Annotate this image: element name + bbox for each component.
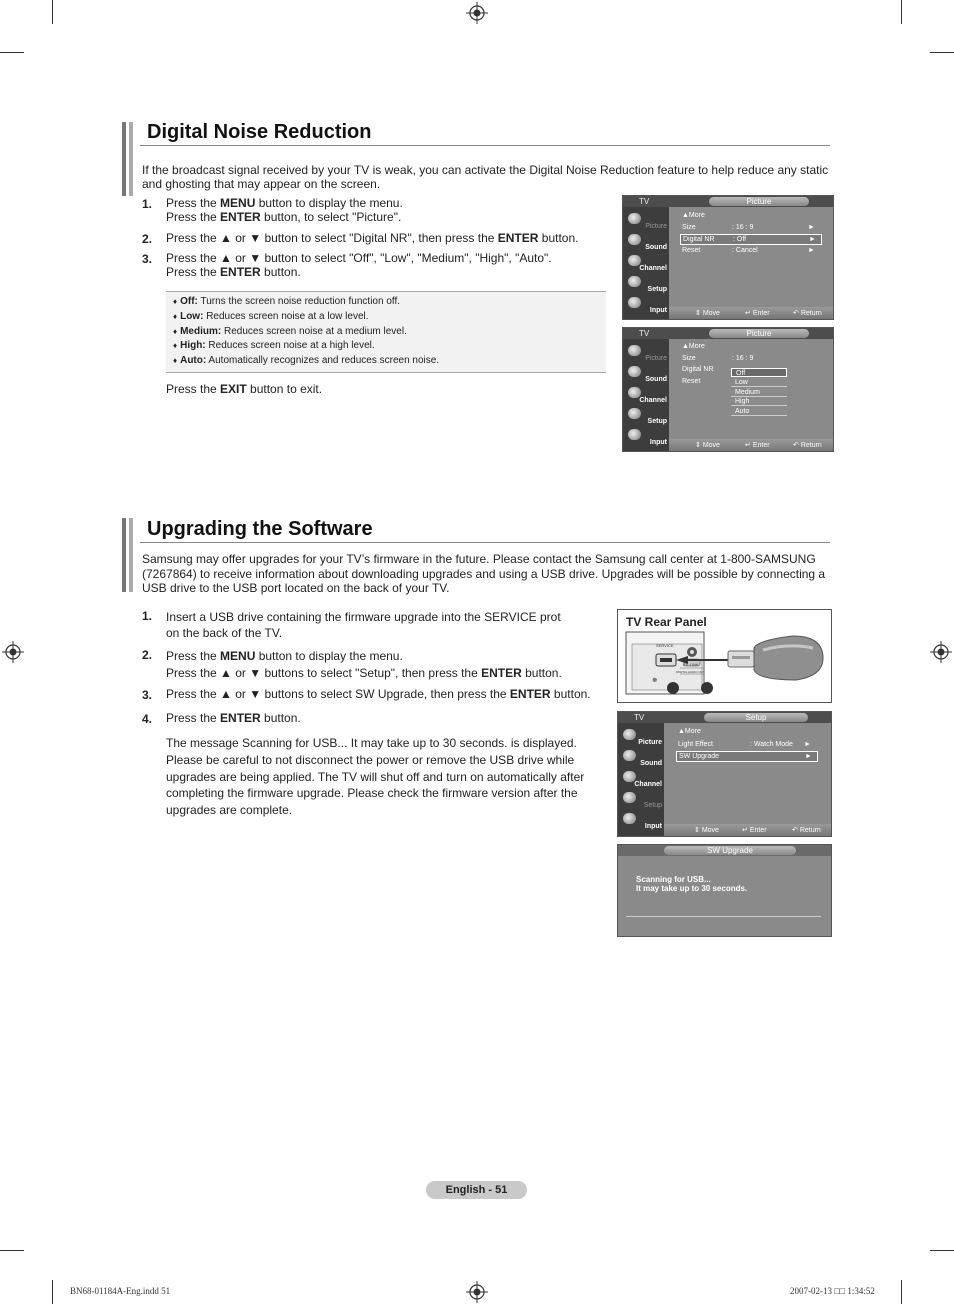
picture-icon	[623, 729, 636, 740]
menu-title: Picture	[709, 197, 809, 206]
step-number: 2.	[142, 648, 153, 662]
step-number: 2.	[142, 232, 153, 246]
sidebar-item-sound[interactable]: Sound	[625, 364, 669, 384]
note-item: ♦ Auto: Automatically recognizes and reduces screen noise.	[173, 355, 440, 366]
step-number: 3.	[142, 688, 153, 702]
move-hint: ⇕ Move	[695, 310, 720, 317]
sidebar-item-channel[interactable]: Channel	[620, 769, 664, 789]
setup-icon	[623, 792, 636, 803]
section-bar	[129, 518, 133, 592]
digital-audio-port-label: DIGITAL AUDIO OUT	[676, 670, 705, 674]
menu-row-size[interactable]: Size : 16 : 9	[682, 355, 754, 362]
rear-panel-title: TV Rear Panel	[626, 615, 707, 629]
section-intro: If the broadcast signal received by your TV is weak, you can activate the Digital Noise Reduction feature to help reduce any static and ghosting that may appear on the screen.	[142, 163, 829, 191]
crop-mark	[901, 1280, 902, 1304]
sidebar-item-input[interactable]: Input	[625, 427, 669, 447]
crop-mark	[0, 1250, 24, 1251]
svg-text:☸: ☸	[652, 677, 658, 684]
option-off[interactable]: Off	[731, 368, 787, 377]
step-text: Press the ENTER button.	[166, 711, 301, 725]
section-rule	[140, 542, 830, 543]
sidebar-item-setup[interactable]: Setup	[625, 274, 669, 294]
menu-row-sw-upgrade[interactable]: SW Upgrade ►	[676, 751, 818, 762]
sidebar-item-input[interactable]: Input	[620, 811, 664, 831]
tv-menu-body	[669, 339, 833, 451]
step-number: 1.	[142, 197, 153, 211]
note-item: ♦ Medium: Reduces screen noise at a medium level.	[173, 326, 407, 337]
tv-menu-footer	[669, 439, 833, 451]
picture-icon	[628, 345, 641, 356]
setup-icon	[628, 408, 641, 419]
tv-menu-header	[618, 712, 831, 723]
file-name: BN68-01184A-Eng.indd 51	[70, 1286, 171, 1296]
tv-menu-body	[664, 723, 831, 836]
tv-menu-picture-options	[622, 327, 834, 452]
scanning-message: The message Scanning for USB... It may take up to 30 seconds. is displayed. Please be careful to not disconnect the power or remove the USB drive while upgrades are being applied. The TV will shut off and turn on automatically after completing the firmware upgrade. Please check the firmware version after the upgrades are complete.	[166, 736, 585, 818]
diamond-bullet-icon: ♦	[173, 356, 178, 365]
tv-label: TV	[634, 713, 645, 722]
sidebar-item-setup[interactable]: Setup	[620, 790, 664, 810]
registration-mark-icon	[466, 2, 488, 24]
diamond-bullet-icon: ♦	[173, 312, 178, 321]
menu-row-more[interactable]: ▲More	[682, 212, 705, 219]
tv-label: TV	[639, 197, 650, 206]
return-hint: ↶ Return	[793, 442, 822, 449]
crop-mark	[930, 52, 954, 53]
tv-menu-setup	[617, 711, 832, 837]
step-number: 1.	[142, 609, 153, 623]
menu-row-digital-nr[interactable]: Digital NR : Off ►	[680, 234, 822, 245]
section-bar	[129, 122, 133, 196]
crop-mark	[0, 52, 24, 53]
diamond-bullet-icon: ♦	[173, 327, 178, 336]
sidebar-item-setup[interactable]: Setup	[625, 406, 669, 426]
sidebar-item-picture[interactable]: Picture	[620, 727, 664, 747]
tv-menu-picture	[622, 195, 834, 320]
crop-mark	[930, 1250, 954, 1251]
section-title: Digital Noise Reduction	[147, 121, 372, 143]
sidebar-item-picture[interactable]: Picture	[625, 343, 669, 363]
note-item: ♦ High: Reduces screen noise at a high level.	[173, 340, 375, 351]
option-low[interactable]: Low	[731, 378, 787, 387]
exlink-port-label: EX-LINK	[683, 662, 699, 667]
tv-sidebar	[623, 339, 669, 451]
enter-hint: ↵ Enter	[745, 442, 770, 449]
menu-title: Setup	[704, 713, 808, 722]
menu-title: SW Upgrade	[664, 846, 796, 855]
scanning-line-1: Scanning for USB...	[636, 875, 711, 884]
service-port-label: SERVICE	[656, 643, 674, 648]
sidebar-item-picture[interactable]: Picture	[625, 211, 669, 231]
exit-instruction: Press the EXIT button to exit.	[166, 382, 323, 396]
sidebar-item-sound[interactable]: Sound	[620, 748, 664, 768]
note-item: ♦ Off: Turns the screen noise reduction function off.	[173, 296, 401, 307]
sidebar-item-input[interactable]: Input	[625, 295, 669, 315]
registration-mark-icon	[930, 641, 952, 663]
return-hint: ↶ Return	[793, 310, 822, 317]
registration-mark-icon	[2, 641, 24, 663]
sidebar-item-channel[interactable]: Channel	[625, 385, 669, 405]
tv-menu-header	[623, 196, 833, 207]
section-title: Upgrading the Software	[147, 518, 373, 540]
tv-sidebar	[623, 207, 669, 319]
tv-sw-upgrade-dialog	[617, 844, 832, 937]
sidebar-item-channel[interactable]: Channel	[625, 253, 669, 273]
diamond-bullet-icon: ♦	[173, 297, 178, 306]
tv-menu-footer	[664, 824, 831, 836]
menu-row-more[interactable]: ▲More	[682, 343, 705, 350]
menu-row-light-effect[interactable]: Light Effect : Watch Mode ►	[678, 741, 811, 748]
dialog-rule	[626, 916, 821, 917]
scanning-line-2: It may take up to 30 seconds.	[636, 884, 748, 893]
input-icon	[628, 297, 641, 308]
dialog-header	[618, 845, 831, 856]
sound-icon	[623, 750, 636, 761]
enter-hint: ↵ Enter	[745, 310, 770, 317]
section-intro: Samsung may offer upgrades for your TV’s firmware in the future. Please contact the Samsung call center at 1-800-SAMSUNG (7267864) to receive information about downloading upgrades and using a USB drive. Upgrades will be possible by connecting a USB drive to the USB port located on the back of your TV.	[142, 552, 826, 595]
step-text: Press the MENU button to display the menu. Press the ENTER button, to select "Picture".	[166, 196, 403, 224]
move-hint: ⇕ Move	[694, 827, 719, 834]
sound-icon	[628, 366, 641, 377]
input-icon	[628, 429, 641, 440]
setup-icon	[628, 276, 641, 287]
move-hint: ⇕ Move	[695, 442, 720, 449]
menu-row-size[interactable]: Size : 16 : 9 ►	[682, 224, 815, 231]
step-text: Insert a USB drive containing the firmware upgrade into the SERVICE prot on the back of the TV.	[166, 610, 561, 640]
crop-mark	[52, 0, 53, 24]
crop-mark	[901, 0, 902, 24]
return-hint: ↶ Return	[792, 827, 821, 834]
section-bar	[122, 122, 126, 196]
crop-mark	[52, 1280, 53, 1304]
sound-icon	[628, 234, 641, 245]
option-medium[interactable]: Medium	[731, 388, 787, 397]
tv-label: TV	[639, 329, 650, 338]
step-text: Press the ▲ or ▼ buttons to select SW Upgrade, then press the ENTER button.	[166, 687, 591, 701]
picture-icon	[628, 213, 641, 224]
option-auto[interactable]: Auto	[731, 407, 787, 416]
step-text: Press the ▲ or ▼ button to select "Digital NR", then press the ENTER button.	[166, 231, 579, 245]
tv-sidebar	[618, 723, 664, 836]
print-date: 2007-02-13 □□ 1:34:52	[790, 1286, 875, 1296]
tv-menu-header	[623, 328, 833, 339]
sidebar-item-sound[interactable]: Sound	[625, 232, 669, 252]
menu-title: Picture	[709, 329, 809, 338]
rear-panel-illustration	[618, 610, 829, 700]
input-icon	[623, 813, 636, 824]
menu-row-reset[interactable]: Reset	[682, 378, 701, 385]
diamond-bullet-icon: ♦	[173, 341, 178, 350]
step-text: Press the MENU button to display the menu. Press the ▲ or ▼ buttons to select "Setup", then press the ENTER button.	[166, 649, 562, 680]
section-bar	[122, 518, 126, 592]
menu-row-reset[interactable]: Reset : Cancel ►	[682, 247, 815, 254]
page-number-badge: English - 51	[426, 1181, 527, 1199]
step-number: 3.	[142, 252, 153, 266]
menu-row-digital-nr[interactable]: Digital NR	[682, 366, 714, 373]
step-text: Press the ▲ or ▼ button to select "Off", "Low", "Medium", "High", "Auto". Press the ENTER button.	[166, 251, 552, 279]
tv-menu-footer	[669, 307, 833, 319]
option-high[interactable]: High	[731, 397, 787, 406]
tv-rear-panel	[617, 609, 832, 703]
menu-row-more[interactable]: ▲More	[678, 728, 701, 735]
note-item: ♦ Low: Reduces screen noise at a low level.	[173, 311, 369, 322]
enter-hint: ↵ Enter	[742, 827, 767, 834]
step-number: 4.	[142, 712, 153, 726]
section-rule	[140, 145, 830, 146]
registration-mark-icon	[466, 1281, 488, 1303]
tv-menu-body	[669, 207, 833, 319]
